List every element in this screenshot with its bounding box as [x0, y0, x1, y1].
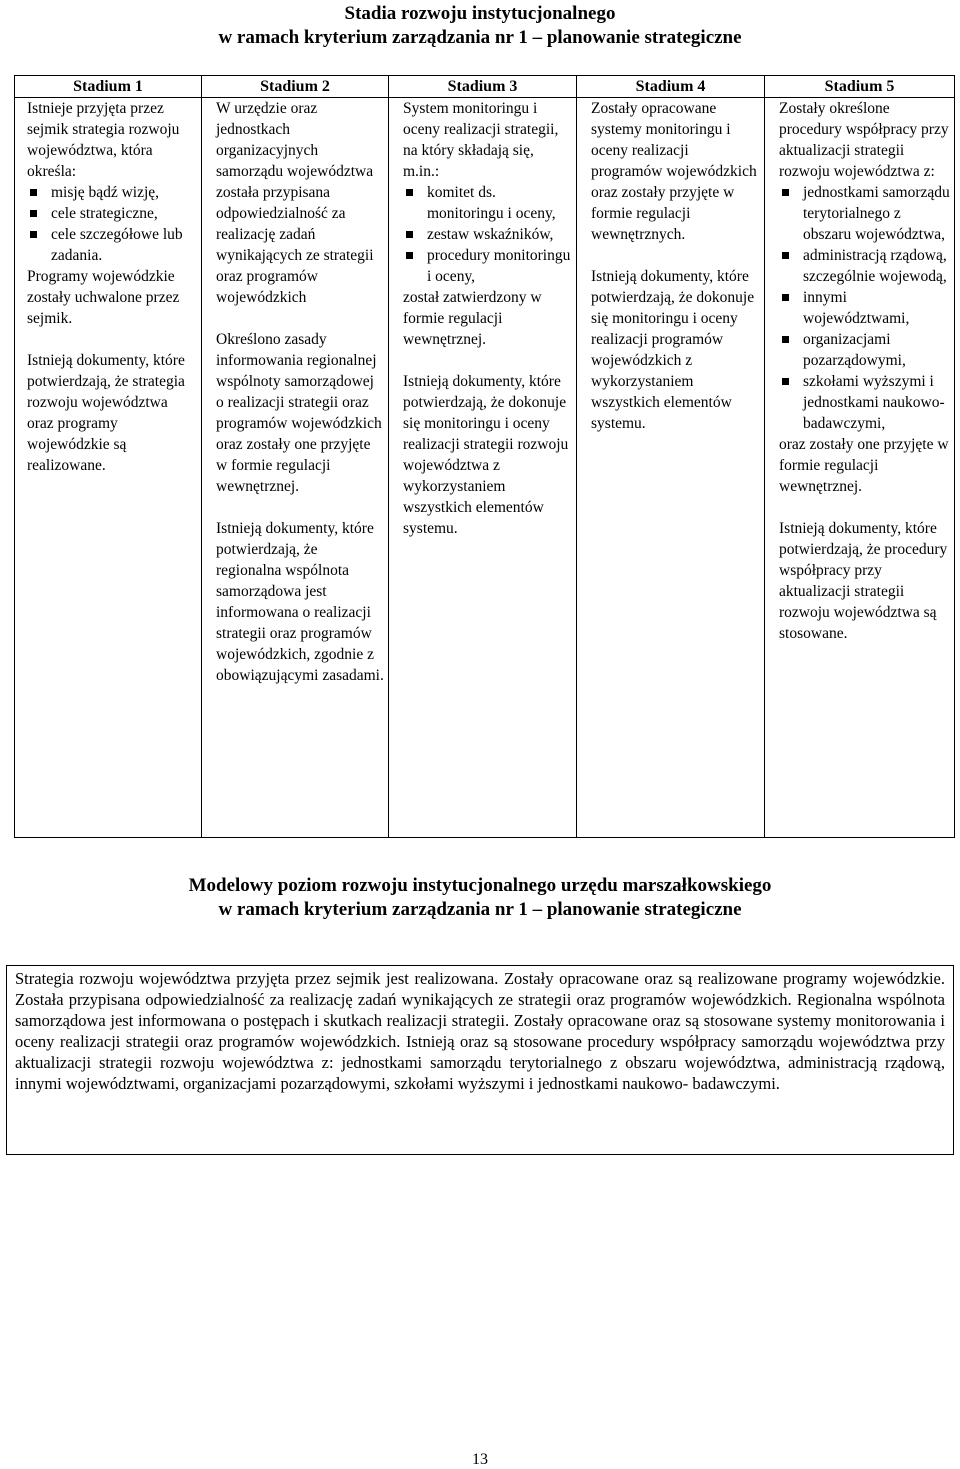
stadium-5-cell [765, 98, 955, 838]
stadium-5-list [779, 182, 951, 434]
page-number: 13 [472, 1451, 488, 1468]
header-stadium-2: Stadium 2 [202, 76, 389, 98]
model-title-line-2: w ramach kryterium zarządzania nr 1 – planowanie strategiczne [218, 899, 742, 920]
stages-table [14, 75, 955, 838]
list-item: organizacjami pozarządowymi, [779, 329, 951, 371]
stadium-2-information-rules: Określono zasady informowania regionalnej wspólnoty samorządowej o realizacji strategii oraz programów wojewódzkich oraz zostały one przyjęte w formie regulacji wewnętrznej. [216, 331, 382, 495]
stadium-2-cell [202, 98, 389, 838]
document-title [0, 2, 960, 50]
stadium-3-documents: Istnieją dokumenty, które potwierdzają, że dokonuje się monitoringu i oceny realizacji strategii rozwoju województwa z wykorzystaniem wszystkich elementów systemu. [403, 373, 569, 537]
list-item: innymi województwami, [779, 287, 951, 329]
stadium-4-documents: Istnieją dokumenty, które potwierdzają, że dokonuje się monitoringu i oceny realizacji programów wojewódzkich z wykorzystaniem wszystkich elementów systemu. [591, 268, 755, 432]
stadium-2-documents: Istnieją dokumenty, które potwierdzają, że regionalna wspólnota samorządowa jest informowana o realizacji strategii oraz programów wojewódzkich, zgodnie z obowiązującymi zasadami. [216, 520, 384, 684]
table-row [15, 98, 955, 838]
list-item: komitet ds. monitoringu i oceny, [403, 182, 573, 224]
stadium-4-cell [577, 98, 765, 838]
list-item: cele szczegółowe lub zadania. [27, 224, 198, 266]
stadium-1-list [27, 182, 198, 266]
header-stadium-4: Stadium 4 [577, 76, 765, 98]
model-level-title [0, 874, 960, 922]
list-item: zestaw wskaźników, [403, 224, 573, 245]
stadium-3-cell [389, 98, 577, 838]
list-item: jednostkami samorządu terytorialnego z obszaru województwa, [779, 182, 951, 245]
table-header-row [15, 76, 955, 98]
title-line-1: Stadia rozwoju instytucjonalnego [344, 3, 616, 24]
title-line-2: w ramach kryterium zarządzania nr 1 – planowanie strategiczne [218, 27, 742, 48]
header-stadium-1: Stadium 1 [15, 76, 202, 98]
model-level-description: Strategia rozwoju województwa przyjęta przez sejmik jest realizowana. Zostały opracowane oraz są realizowane programy wojewódzkie. Została przypisana odpowiedzialność za realizację zadań wynikających ze strategii oraz programów wojewódzkich. Regionalna wspólnota samorządowa jest informowana o postępach i skutkach realizacji strategii. Zostały opracowane oraz są stosowane systemy monitorowania i oceny realizacji strategii oraz programów wojewódzkich. Istnieją oraz są stosowane procedury współpracy samorządu województwa przy aktualizacji strategii rozwoju województwa z: jednostkami samorządu terytorialnego z obszaru województwa, administracją rządową, innymi województwami, organizacjami pozarządowymi, szkołami wyższymi i jednostkami naukowo- badawczymi. [6, 965, 954, 1155]
list-item: misję bądź wizję, [27, 182, 198, 203]
header-stadium-3: Stadium 3 [389, 76, 577, 98]
stadium-1-cell [15, 98, 202, 838]
stadium-2-responsibility: W urzędzie oraz jednostkach organizacyjnych samorządu województwa została przypisana odpowiedzialność za realizację zadań wynikających ze strategii oraz programów wojewódzkich [216, 100, 374, 306]
stadium-4-systems: Zostały opracowane systemy monitoringu i oceny realizacji programów wojewódzkich oraz zostały przyjęte w formie regulacji wewnętrznych. [591, 100, 757, 243]
stadium-5-procedures: Zostały określone procedury współpracy przy aktualizacji strategii rozwoju województwa z: [779, 100, 949, 180]
stadium-5-adopted: oraz zostały one przyjęte w formie regulacji wewnętrznej. [779, 436, 949, 495]
header-stadium-5: Stadium 5 [765, 76, 955, 98]
stadium-3-system: System monitoringu i oceny realizacji strategii, na który składają się, m.in.: [403, 100, 559, 180]
list-item: cele strategiczne, [27, 203, 198, 224]
stadium-3-approved: został zatwierdzony w formie regulacji wewnętrznej. [403, 289, 542, 348]
model-title-line-1: Modelowy poziom rozwoju instytucjonalnego urzędu marszałkowskiego [188, 875, 772, 896]
list-item: szkołami wyższymi i jednostkami naukowo-badawczymi, [779, 371, 951, 434]
list-item: administracją rządową, szczególnie wojewodą, [779, 245, 951, 287]
stadium-3-list [403, 182, 573, 287]
stadium-5-documents: Istnieją dokumenty, które potwierdzają, że procedury współpracy przy aktualizacji strategii rozwoju województwa są stosowane. [779, 520, 948, 642]
stadium-1-documents: Istnieją dokumenty, które potwierdzają, że strategia rozwoju województwa oraz programy wojewódzkie są realizowane. [27, 352, 185, 474]
list-item: procedury monitoringu i oceny, [403, 245, 573, 287]
stadium-1-intro: Istnieje przyjęta przez sejmik strategia rozwoju województwa, która określa: [27, 100, 180, 180]
stadium-1-programs: Programy wojewódzkie zostały uchwalone przez sejmik. [27, 268, 180, 327]
